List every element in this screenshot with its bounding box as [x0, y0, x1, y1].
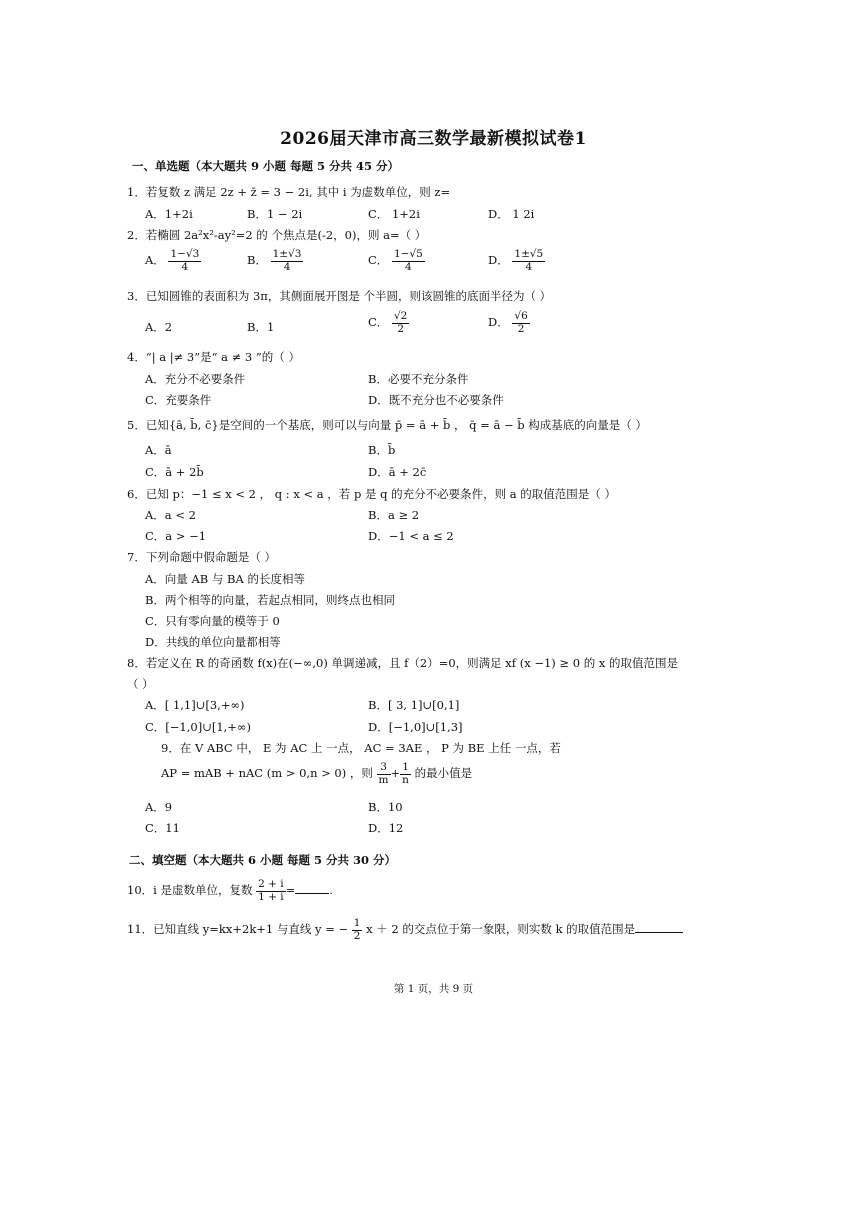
question-1-option-b: B．1 − 2i — [247, 207, 303, 221]
option-label: C． — [368, 253, 389, 268]
denominator: 4 — [405, 260, 412, 273]
question-8-option-c: C．[−1,0]∪[1,+∞) — [145, 720, 251, 734]
question-9-option-b: B．10 — [368, 800, 403, 814]
numerator: 1±√3 — [272, 248, 302, 260]
question-6-stem: 6．已知 p：−1 ≤ x < 2 ， q : x < a ，若 p 是 q 的充分不必要条件，则 a 的取值范围是（ ） — [127, 487, 616, 501]
question-11 — [127, 918, 683, 942]
text-segment: 11．已知直线 y=kx+2k+1 与直线 y = − — [127, 922, 349, 937]
page-footer: 第 1 页，共 9 页 — [393, 983, 474, 995]
fraction — [392, 249, 425, 273]
question-3-option-d — [488, 311, 530, 335]
question-1-stem: 1．若复数 z 满足 2z + z̄ = 3 − 2i, 其中 i 为虚数单位，则 z= — [127, 185, 451, 199]
question-2-option-b — [247, 249, 303, 273]
fraction — [168, 249, 201, 273]
question-1-option-a: A．1+2i — [145, 207, 193, 221]
question-3-option-b: B．1 — [247, 320, 275, 334]
denominator: 4 — [283, 260, 291, 273]
fraction — [512, 311, 529, 335]
question-4-option-c: C．充要条件 — [145, 393, 212, 407]
numerator: 1 — [353, 917, 361, 929]
question-7-option-a: A．向量 AB 与 BA 的长度相等 — [145, 572, 305, 586]
question-2-stem: 2．若椭圆 2a²x²-ay²=2 的 个焦点是(-2，0)，则 a=（ ） — [127, 228, 427, 242]
question-2-option-c — [368, 249, 425, 273]
option-label: B． — [247, 253, 267, 268]
fraction — [256, 879, 286, 903]
question-10: 10．i 是虚数单位，复数 $\frac{2 + i}{1 + i}$ = . — [127, 878, 333, 903]
denominator: n — [402, 773, 409, 786]
text-segment: 的最小值是 — [414, 766, 473, 781]
numerator: 3 — [377, 762, 391, 775]
question-9-option-c: C．11 — [145, 821, 180, 835]
question-7-stem: 7．下列命题中假命题是（ ） — [127, 550, 276, 564]
fraction — [400, 762, 411, 786]
question-1-option-d: D． 1 2i — [488, 207, 535, 221]
option-label: A． — [145, 253, 165, 268]
question-6-option-c: C．a > −1 — [145, 529, 207, 543]
numerator: √6 — [514, 310, 528, 322]
answer-blank[interactable] — [635, 932, 683, 933]
question-6-option-d: D．−1 < a ≤ 2 — [368, 529, 454, 543]
question-4-stem: 4．“| a |≠ 3”是“ a ≠ 3 ”的（ ） — [127, 350, 300, 364]
question-6-option-b: B．a ≥ 2 — [368, 508, 420, 522]
question-7-option-c: C．只有零向量的模等于 0 — [145, 614, 280, 628]
denominator: 1 + i — [258, 890, 284, 903]
question-3-option-a: A．2 — [145, 320, 173, 334]
question-8-option-b: B．[ 3, 1]∪[0,1] — [368, 698, 460, 712]
text-segment: 10．i 是虚数单位，复数 — [127, 883, 253, 898]
question-6-option-a: A．a < 2 — [145, 508, 196, 522]
fraction — [392, 311, 409, 335]
question-9-line-2 — [161, 762, 472, 786]
question-1-option-c: C． 1+2i — [368, 207, 420, 221]
question-5-option-d: D．ā + 2c̄ — [368, 465, 427, 479]
question-4-option-b: B．必要不充分条件 — [368, 372, 469, 386]
denominator: 2 — [517, 322, 525, 335]
option-label: D． — [488, 315, 509, 330]
denominator: 4 — [181, 260, 189, 273]
denominator: 2 — [353, 929, 361, 942]
question-7-option-b: B．两个相等的向量，若起点相同，则终点也相同 — [145, 593, 395, 607]
numerator: 1 — [400, 762, 411, 775]
fraction — [377, 762, 391, 786]
question-5-stem: 5．已知{ā, b̄, c̄}是空间的一个基底，则可以与向量 p̄ = ā + b̄ ， q̄ = ā − b̄ 构成基底的向量是（ ） — [127, 418, 647, 432]
numerator: 1−√3 — [170, 248, 200, 260]
question-5-option-a: A．ā — [145, 443, 172, 457]
equals-sign: = — [285, 883, 296, 898]
plus-sign: + — [390, 766, 401, 781]
question-8-option-d: D．[−1,0]∪[1,3] — [368, 720, 463, 734]
question-3-stem: 3．已知圆锥的表面积为 3π，其侧面展开图是 个半圆，则该圆锥的底面半径为（ ） — [127, 289, 552, 303]
option-label: C． — [368, 315, 389, 330]
question-4-option-a: A．充分不必要条件 — [145, 372, 246, 386]
section-heading-fill-in: 二、填空题（本大题共 6 小题 每题 5 分共 30 分） — [129, 853, 397, 867]
text-segment: x ＋ 2 的交点位于第一象限，则实数 k 的取值范围是 — [366, 922, 636, 937]
option-label: D． — [488, 253, 509, 268]
denominator: 4 — [525, 260, 533, 273]
fraction — [352, 918, 363, 942]
question-5-option-c: C．ā + 2b̄ — [145, 465, 204, 479]
question-5-option-b: B．b̄ — [368, 443, 396, 457]
question-8-answer-parentheses: （ ） — [127, 677, 154, 691]
text-segment: AP = mAB + nAC (m > 0,n > 0) ，则 — [161, 766, 373, 781]
numerator: √2 — [393, 310, 408, 322]
question-2-option-a — [145, 249, 201, 273]
numerator: 1−√5 — [393, 248, 423, 260]
question-8-option-a: A．[ 1,1]∪[3,+∞) — [145, 698, 245, 712]
question-9-option-d: D．12 — [368, 821, 404, 835]
numerator: 2 + i — [258, 878, 284, 890]
denominator: m — [378, 773, 389, 786]
question-4-option-d: D．既不充分也不必要条件 — [368, 393, 504, 407]
question-9-option-a: A．9 — [145, 800, 173, 814]
denominator: 2 — [397, 322, 404, 335]
numerator: 1±√5 — [514, 248, 544, 260]
section-heading-single-choice: 一、单选题（本大题共 9 小题 每题 5 分共 45 分） — [132, 159, 400, 173]
question-3-option-c — [368, 311, 409, 335]
fraction — [271, 249, 304, 273]
question-7-option-d: D．共线的单位向量都相等 — [145, 635, 281, 649]
question-8-stem: 8．若定义在 R 的奇函数 f(x)在(−∞,0) 单调递减，且 f（2）=0，则满足 xf (x −1) ≥ 0 的 x 的取值范围是 — [127, 656, 678, 670]
answer-blank[interactable] — [295, 893, 329, 894]
question-9-stem: 9．在 V ABC 中， E 为 AC 上 一点， AC = 3AE ， P 为 BE 上任 一点，若 — [161, 741, 561, 755]
page-title: 2026届天津市高三数学最新模拟试卷1 — [280, 129, 587, 149]
fraction — [512, 249, 545, 273]
question-2-option-d — [488, 249, 545, 273]
